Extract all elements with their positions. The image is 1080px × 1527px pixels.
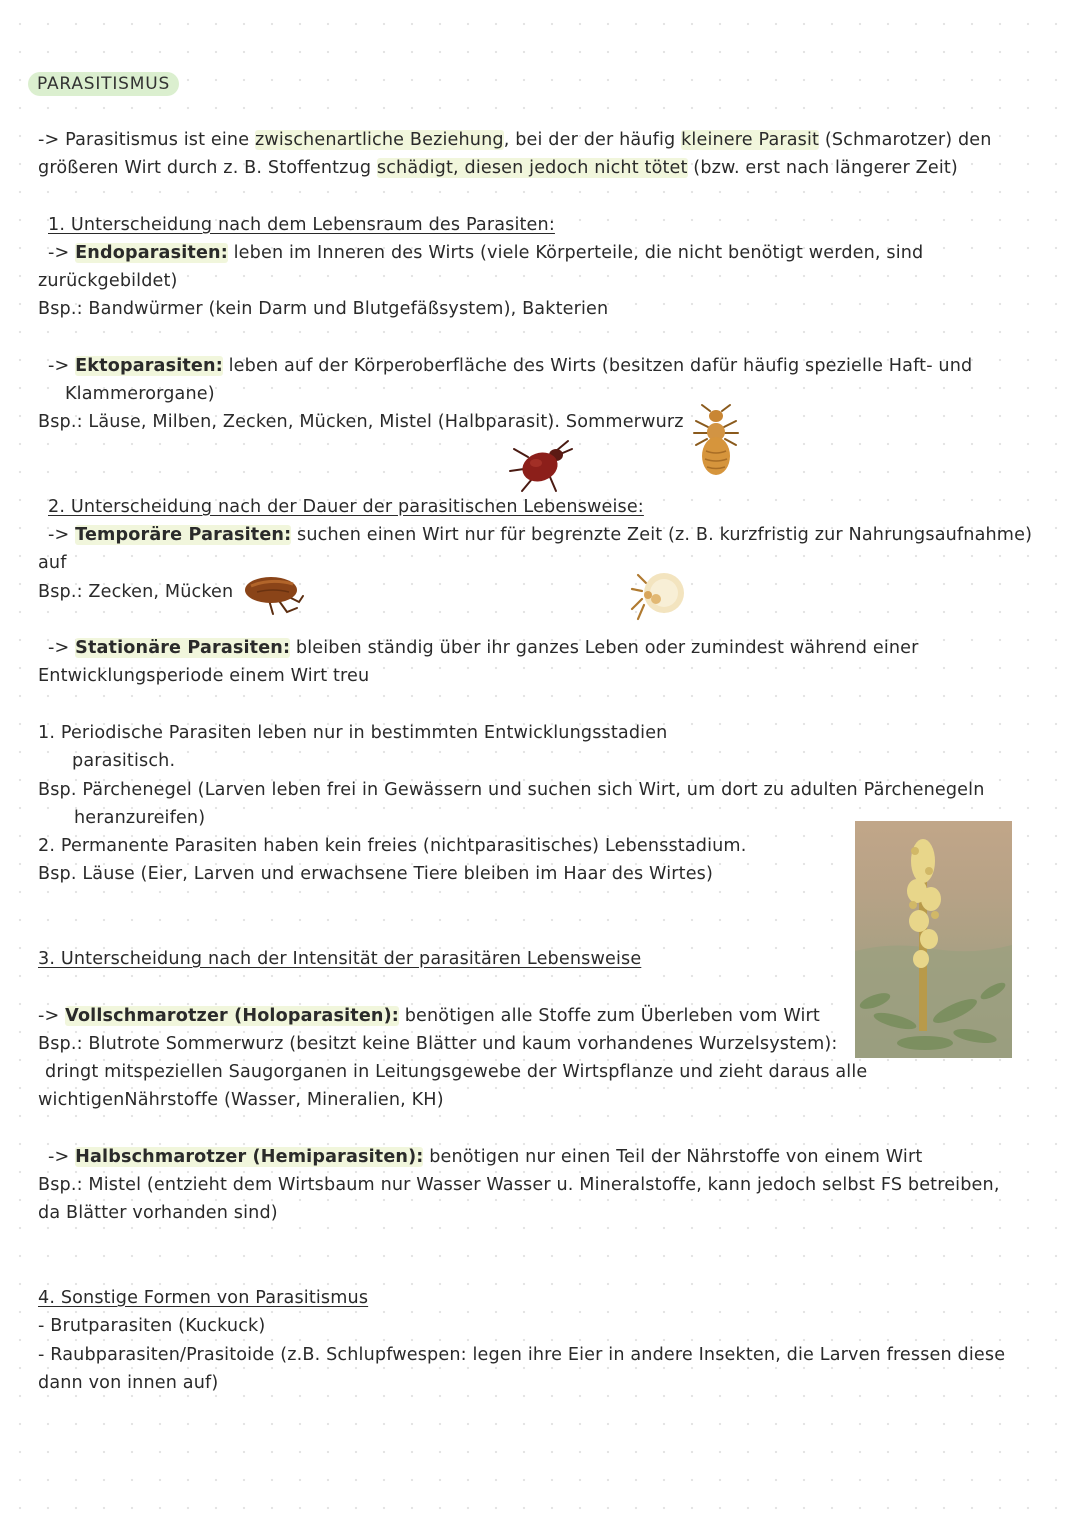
page-title: PARASITISMUS bbox=[28, 72, 179, 96]
permanente-line: 2. Permanente Parasiten haben kein freies (nichtparasitisches) Lebensstadium. bbox=[38, 836, 747, 856]
intro-line-1: -> Parasitismus ist eine zwischenartliche Beziehung, bei der der häufig kleinere Parasit (Schmarotzer) den bbox=[38, 130, 992, 150]
term-halbschmarotzer: Halbschmarotzer (Hemiparasiten): bbox=[75, 1147, 424, 1167]
stationaere-line-2: Entwicklungsperiode einem Wirt treu bbox=[38, 666, 370, 686]
intro-line-2: größeren Wirt durch z. B. Stoffentzug schädigt, diesen jedoch nicht tötet (bzw. erst nach längerer Zeit) bbox=[38, 158, 958, 178]
vollschmarotzer-example-3: wichtigenNährstoffe (Wasser, Mineralien, KH) bbox=[38, 1090, 444, 1110]
ektoparasiten-line-2: Klammerorgane) bbox=[65, 384, 215, 404]
sommerwurz-photo bbox=[855, 821, 1012, 1058]
vollschmarotzer-line: -> Vollschmarotzer (Holoparasiten): benötigen alle Stoffe zum Überleben vom Wirt bbox=[38, 1006, 820, 1026]
highlight-schaedigt: schädigt, diesen jedoch nicht tötet bbox=[376, 158, 688, 178]
section-2-heading: 2. Unterscheidung nach der Dauer der parasitischen Lebensweise: bbox=[48, 497, 644, 517]
permanente-example: Bsp. Läuse (Eier, Larven und erwachsene Tiere bleiben im Haar des Wirtes) bbox=[38, 864, 713, 884]
periodische-example-2: heranzureifen) bbox=[74, 808, 206, 828]
endoparasiten-line-2: zurückgebildet) bbox=[38, 271, 178, 291]
term-vollschmarotzer: Vollschmarotzer (Holoparasiten): bbox=[65, 1006, 399, 1026]
vollschmarotzer-example-2: dringt mitspeziellen Saugorganen in Leitungsgewebe der Wirtspflanze und zieht daraus alle bbox=[45, 1062, 868, 1082]
halbschmarotzer-example-2: da Blätter vorhanden sind) bbox=[38, 1203, 278, 1223]
term-stationaere-parasiten: Stationäre Parasiten: bbox=[75, 638, 291, 658]
louse-illustration bbox=[692, 403, 740, 477]
ektoparasiten-example: Bsp.: Läuse, Milben, Zecken, Mücken, Mistel (Halbparasit). Sommerwurz bbox=[38, 412, 684, 432]
halbschmarotzer-line: -> Halbschmarotzer (Hemiparasiten): benötigen nur einen Teil der Nährstoffe von einem Wirt bbox=[48, 1147, 923, 1167]
halbschmarotzer-example-1: Bsp.: Mistel (entzieht dem Wirtsbaum nur Wasser Wasser u. Mineralstoffe, kann jedoch selbst FS betreiben, bbox=[38, 1175, 1000, 1195]
section-1-heading: 1. Unterscheidung nach dem Lebensraum des Parasiten: bbox=[48, 215, 555, 235]
periodische-line: 1. Periodische Parasiten leben nur in bestimmten Entwicklungsstadien bbox=[38, 723, 668, 743]
temporaere-line: -> Temporäre Parasiten: suchen einen Wirt nur für begrenzte Zeit (z. B. kurzfristig zur Nahrungsaufnahme) bbox=[48, 525, 1033, 545]
term-endoparasiten: Endoparasiten: bbox=[75, 243, 228, 263]
periodische-example: Bsp. Pärchenegel (Larven leben frei in Gewässern und suchen sich Wirt, um dort zu adulten Pärchenegeln bbox=[38, 780, 985, 800]
temporaere-example: Bsp.: Zecken, Mücken bbox=[38, 582, 234, 602]
temporaere-line-2: auf bbox=[38, 553, 67, 573]
vollschmarotzer-example-1: Bsp.: Blutrote Sommerwurz (besitzt keine Blätter und kaum vorhandenes Wurzelsystem): bbox=[38, 1034, 838, 1054]
term-temporaere-parasiten: Temporäre Parasiten: bbox=[75, 525, 292, 545]
endoparasiten-example: Bsp.: Bandwürmer (kein Darm und Blutgefäßsystem), Bakterien bbox=[38, 299, 609, 319]
bedbug-illustration bbox=[506, 437, 576, 495]
highlight-zwischenartlich: zwischenartliche Beziehung bbox=[254, 130, 504, 150]
highlight-kleinere-parasit: kleinere Parasit bbox=[681, 130, 820, 150]
term-ektoparasiten: Ektoparasiten: bbox=[75, 356, 223, 376]
section-4-heading: 4. Sonstige Formen von Parasitismus bbox=[38, 1288, 369, 1308]
raubparasiten-item-2: dann von innen auf) bbox=[38, 1373, 219, 1393]
mite-illustration bbox=[628, 565, 692, 623]
ektoparasiten-line: -> Ektoparasiten: leben auf der Körperoberfläche des Wirts (besitzen dafür häufig spezielle Haft- und bbox=[48, 356, 973, 376]
section-3-heading: 3. Unterscheidung nach der Intensität der parasitären Lebensweise bbox=[38, 949, 642, 969]
periodische-line-2: parasitisch. bbox=[72, 751, 176, 771]
flea-illustration bbox=[243, 572, 305, 616]
endoparasiten-line: -> Endoparasiten: leben im Inneren des Wirts (viele Körperteile, die nicht benötigt werden, sind bbox=[48, 243, 924, 263]
brutparasiten-item: - Brutparasiten (Kuckuck) bbox=[38, 1316, 266, 1336]
stationaere-line: -> Stationäre Parasiten: bleiben ständig über ihr ganzes Leben oder zumindest während einer bbox=[48, 638, 919, 658]
raubparasiten-item: - Raubparasiten/Prasitoide (z.B. Schlupfwespen: legen ihre Eier in andere Insekten, die Larven fressen diese bbox=[38, 1345, 1006, 1365]
